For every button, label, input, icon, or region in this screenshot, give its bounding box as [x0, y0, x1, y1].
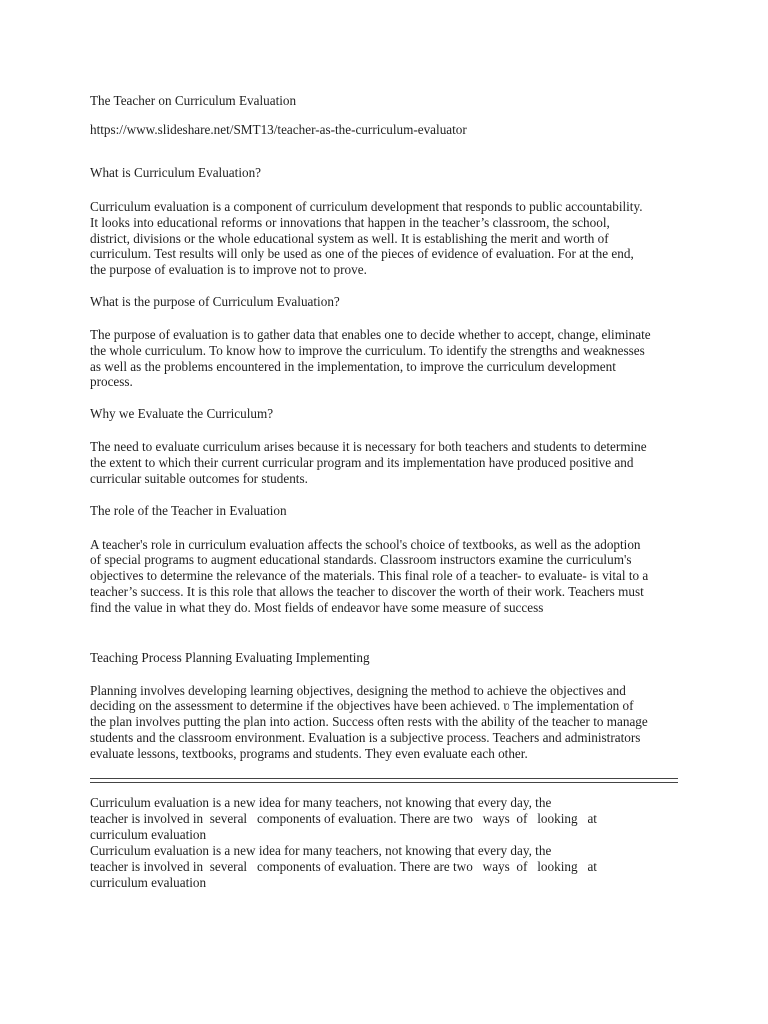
section-heading: Why we Evaluate the Curriculum?	[90, 406, 274, 422]
excerpt-line: Curriculum evaluation is a new idea for many teachers, not knowing that every day, the	[90, 794, 552, 810]
section-paragraph	[90, 199, 680, 278]
excerpt-line: teacher is involved in several components of evaluation. There are two ways of looking at	[90, 858, 597, 874]
excerpt-line: curriculum evaluation	[90, 874, 207, 890]
double-rule-divider	[90, 778, 678, 783]
paragraph-line: objectives to determine the relevance of the materials. This final role of a teacher- to evaluate- is vital to a	[90, 568, 649, 584]
paragraph-line: deciding on the assessment to determine if the objectives have been achieved. ʋ The implementation of	[90, 698, 634, 714]
paragraph-line: the extent to which their current curricular program and its implementation have produced positive and	[90, 454, 634, 470]
paragraph-line: Planning involves developing learning objectives, designing the method to achieve the objectives and	[90, 682, 626, 698]
section-paragraph	[90, 439, 680, 486]
paragraph-line: evaluate lessons, textbooks, programs and students. They even evaluate each other.	[90, 745, 528, 761]
paragraph-line: as well as the problems encountered in the implementation, to improve the curriculum development	[90, 358, 616, 374]
boxed-excerpt	[90, 795, 680, 891]
source-url: https://www.slideshare.net/SMT13/teacher-as-the-curriculum-evaluator	[90, 122, 467, 137]
document-title: The Teacher on Curriculum Evaluation	[90, 93, 297, 108]
excerpt-line: Curriculum evaluation is a new idea for many teachers, not knowing that every day, the	[90, 842, 552, 858]
section-heading: The role of the Teacher in Evaluation	[90, 502, 287, 518]
section-paragraph	[90, 537, 680, 616]
document-page	[90, 93, 680, 891]
section-paragraph	[90, 683, 680, 762]
paragraph-line: Curriculum evaluation is a component of curriculum development that responds to public accountability.	[90, 199, 643, 214]
excerpt-line: teacher is involved in several components of evaluation. There are two ways of looking at	[90, 810, 597, 826]
paragraph-line: teacher’s success. It is this role that allows the teacher to discover the worth of their work. Teachers must	[90, 583, 644, 599]
paragraph-line: curricular suitable outcomes for students.	[90, 470, 308, 486]
paragraph-line: process.	[90, 374, 133, 390]
paragraph-line: the whole curriculum. To know how to improve the curriculum. To identify the strengths and weaknesses	[90, 342, 645, 358]
paragraph-line: curriculum. Test results will only be used as one of the pieces of evidence of evaluation. For at the end,	[90, 246, 634, 262]
excerpt-line: curriculum evaluation	[90, 826, 207, 842]
section-heading: What is Curriculum Evaluation?	[90, 165, 262, 180]
paragraph-line: find the value in what they do. Most fields of endeavor have some measure of success	[90, 599, 544, 615]
section-heading: What is the purpose of Curriculum Evaluation?	[90, 293, 340, 309]
section-heading: Teaching Process Planning Evaluating Implementing	[90, 649, 370, 665]
paragraph-line: the purpose of evaluation is to improve not to prove.	[90, 262, 367, 278]
paragraph-line: district, divisions or the whole educational system as well. It is establishing the merit and worth of	[90, 230, 609, 246]
paragraph-line: The need to evaluate curriculum arises because it is necessary for both teachers and students to determine	[90, 439, 647, 455]
paragraph-line: It looks into educational reforms or innovations that happen in the teacher’s classroom, the school,	[90, 214, 610, 230]
paragraph-line: of special programs to augment educational standards. Classroom instructors examine the curriculum's	[90, 552, 632, 568]
paragraph-line: the plan involves putting the plan into action. Success often rests with the ability of the teacher to manage	[90, 714, 648, 730]
paragraph-line: students and the classroom environment. Evaluation is a subjective process. Teachers and administrators	[90, 729, 641, 745]
paragraph-line: The purpose of evaluation is to gather data that enables one to decide whether to accept, change, eliminate	[90, 326, 651, 342]
paragraph-line: A teacher's role in curriculum evaluation affects the school's choice of textbooks, as well as the adoption	[90, 536, 641, 552]
section-paragraph	[90, 327, 680, 390]
